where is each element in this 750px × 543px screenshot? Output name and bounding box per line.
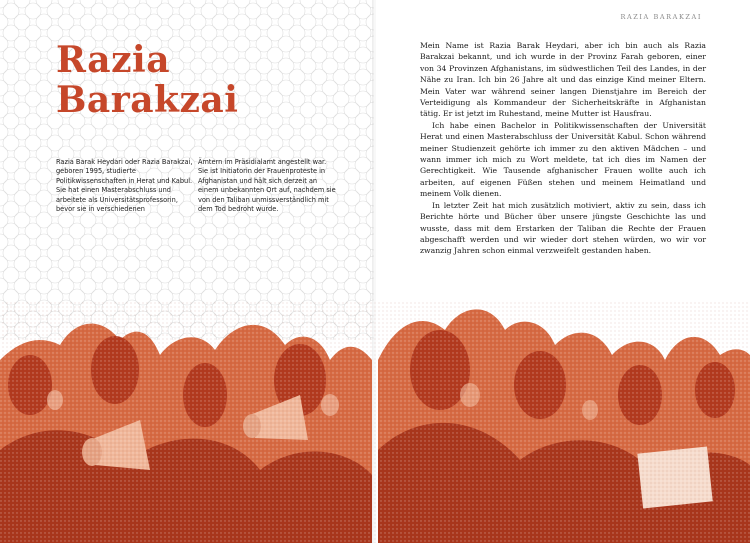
body-paragraph-2: Ich habe einen Bachelor in Politikwissenschaften der Universität Herat und einen Masterabschluss der Universität Kabul. Schon während meiner Studienzeit gehörte ich immer zu den aktiven Mädchen – und wann immer ich mich zu Wort meldete, tat ich dies im Namen der Gerechtigkeit. Wie Tausende afghanischer Frauen wollte auch ich arbeiten, auf eigenen Füßen stehen und meinem Heimatland und meinem Volk dienen.	[420, 120, 706, 199]
body-paragraph-1: Mein Name ist Razia Barak Heydari, aber ich bin auch als Razia Barakzai bekannt, und ich wurde in der Provinz Farah geboren, einer von 34 Provinzen Afghanistans, im südwestlichen Teil des Landes, in der Nähe zu Iran. Ich bin 26 Jahre alt und das einzige Kind meiner Eltern. Mein Vater war während seiner langen Dienstjahre im Bereich der Verteidigung als Kommandeur der Sicherheitskräfte in Afghanistan tätig. Er ist jetzt im Ruhestand, meine Mutter ist Hausfrau.	[420, 41, 706, 119]
title-line-1: Razia	[56, 39, 171, 81]
running-head: RAZIA BARAKZAI	[620, 13, 702, 21]
protest-photo	[0, 300, 750, 543]
bio-column-1: Razia Barak Heydari oder Razia Barakzai, geboren 1995, studierte Politikwissenschaften in Herat und Kabul. Sie hat einen Masterabschluss und arbeitete als Universitätsprofessorin, bevor sie in verschiedenen	[56, 158, 193, 214]
body-paragraph-3: In letzter Zeit hat mich zusätzlich motiviert, aktiv zu sein, dass ich Berichte hörte und Bücher über unsere jüngste Geschichte las und wusste, dass mit dem Erstarken der Taliban die Rechte der Frauen abgeschafft werden und wir wieder dort stehen würden, wo wir vor zwanzig Jahren schon einmal verzweifelt gestanden haben.	[420, 200, 706, 256]
bio-column-2: Ämtern im Präsidialamt angestellt war. Sie ist Initiatorin der Frauenproteste in Afghanistan und hält sich derzeit an einem unbekannten Ort auf, nachdem sie von den Taliban unmissverständlich mit dem Tod bedroht wurde.	[198, 158, 336, 214]
title-line-2: Barakzai	[56, 79, 239, 121]
body-text	[420, 40, 706, 257]
page-title	[56, 40, 238, 120]
